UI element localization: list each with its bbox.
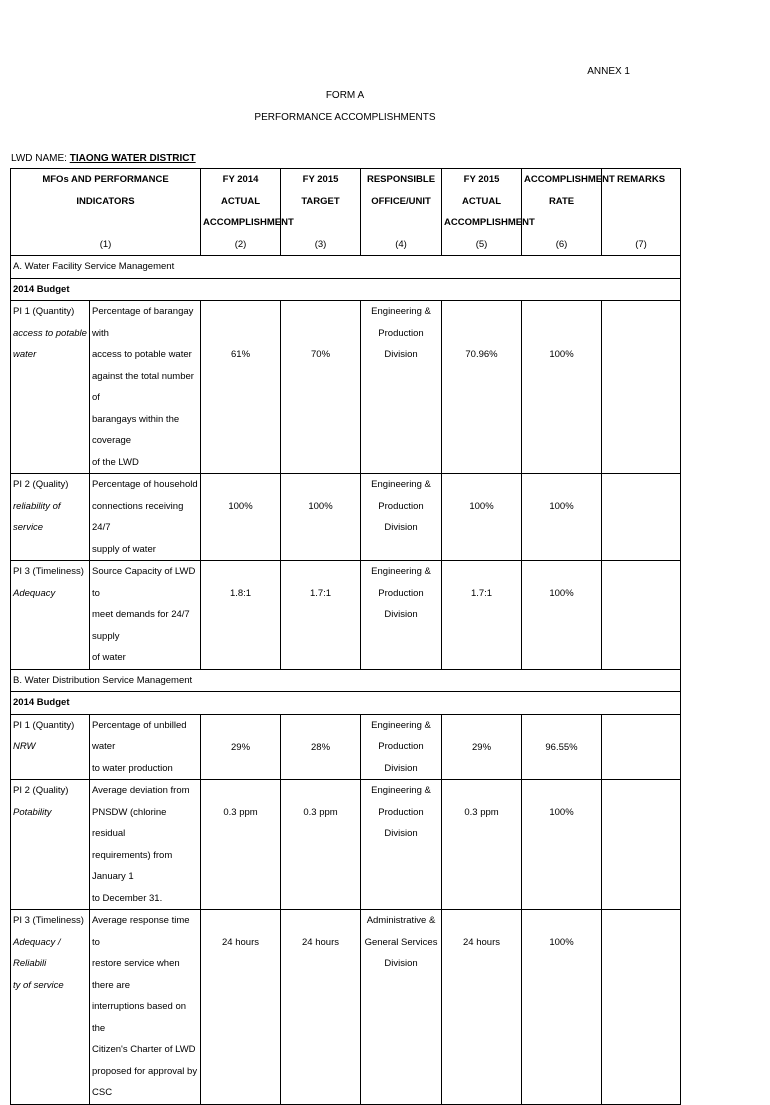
remarks-value-cell [602,301,681,474]
office-cell [361,474,442,561]
description-line: barangays within the coverage [92,413,180,446]
pi-line: reliability of [13,500,61,512]
remarks-value-cell [602,474,681,561]
column-number: (5) [442,234,522,256]
pi-cell [11,561,90,670]
remarks-value [604,561,678,583]
pi-line: access to potable [13,327,87,339]
office-line: Production Division [378,587,424,620]
column-number-row [11,234,681,256]
description-line: Percentage of unbilled water [92,719,187,752]
header-rate-line1: ACCOMPLISHMENT [524,174,615,185]
office-cell [361,910,442,1105]
description-line: Percentage of household [92,479,198,490]
pi-cell [11,780,90,910]
description-line: of the LWD [92,456,139,468]
column-number: (1) [11,234,201,256]
office-cell [361,561,442,670]
pi-cell [11,714,90,780]
pi-line: service [13,522,44,533]
description-line: Average deviation from [92,785,190,796]
fy2015-actual-value: 1.7:1 [470,588,493,599]
remarks-value [604,474,678,496]
description-line: Percentage of barangay with [92,306,194,339]
office-line: Administrative & [366,915,436,926]
fy2015-target-value: 100% [308,501,333,512]
fy2014-value: 61% [231,349,251,360]
fy2015-target-value-cell [281,780,361,910]
pi-line: PI 2 (Quality) [13,479,69,490]
fy2015-target-value-cell [281,910,361,1105]
indicator-description [90,561,201,670]
fy2014-value: 29% [231,741,251,753]
fy2015-actual-value: 70.96% [465,349,498,360]
fy2015-actual-value-cell [442,714,522,780]
accomplishment-rate-value: 100% [549,588,574,599]
form-subtitle: PERFORMANCE ACCOMPLISHMENTS [254,112,436,123]
fy2014-value-cell [201,561,281,670]
accomplishment-rate-value-cell [522,714,602,780]
header-rate-line2: RATE [548,195,575,207]
fy2015-actual-value-cell [442,301,522,474]
budget-row [11,278,681,301]
column-number: (3) [281,234,361,256]
indicator-description [90,910,201,1105]
office-line: Production Division [378,327,424,360]
fy2014-value-cell [201,474,281,561]
fy2015-actual-value: 24 hours [463,937,500,948]
office-line: Engineering & [371,785,431,796]
form-title: FORM A [325,90,365,101]
fy2014-value-cell [201,301,281,474]
description-line: interruptions based on the [92,1001,187,1034]
office-cell [361,780,442,910]
description-line: PNSDW (chlorine residual [92,806,167,839]
table-row [11,714,681,780]
pi-line: Potability [13,806,52,818]
lwd-name-label: LWD NAME: [11,153,67,164]
description-line: requirements) from January 1 [92,849,173,882]
accomplishment-rate-value: 100% [549,807,574,818]
column-number: (4) [361,234,442,256]
indicator-description [90,714,201,780]
fy2015-target-value: 24 hours [302,937,339,948]
fy2015-actual-value: 29% [472,741,492,753]
remarks-value [604,301,678,344]
fy2015-target-value: 28% [311,741,331,753]
office-line: Engineering & [371,719,431,731]
description-line: connections receiving 24/7 [92,500,184,533]
section-title-row [11,256,681,279]
table-row [11,474,681,561]
table-header-row [11,169,681,234]
budget-label: 2014 Budget [11,278,681,301]
description-line: Source Capacity of LWD to [92,566,196,599]
description-line: against the total number of [92,370,194,403]
remarks-value-cell [602,561,681,670]
office-line: Engineering & [371,479,431,490]
office-line: Engineering & [371,306,431,317]
fy2015-target-value-cell [281,714,361,780]
pi-line: PI 3 (Timeliness) [13,566,84,577]
office-line: Division [384,958,418,969]
indicator-description [90,474,201,561]
office-cell [361,714,442,780]
fy2015-actual-value: 100% [469,501,494,512]
indicator-description [90,780,201,910]
description-line: to water production [92,762,173,774]
description-line: Average response time to [92,915,190,948]
fy2015-actual-value: 0.3 ppm [464,807,499,818]
remarks-value [604,715,678,737]
description-line: meet demands for 24/7 supply [92,609,190,642]
lwd-name-value: TIAONG WATER DISTRICT [69,153,196,164]
accomplishment-rate-value-cell [522,561,602,670]
header-fy2015-line1: FY 2015 ACTUAL [461,174,502,207]
fy2014-value-cell [201,910,281,1105]
fy2015-target-value: 70% [311,349,331,360]
fy2015-actual-value-cell [442,780,522,910]
header-fy2014-line2: ACCOMPLISHMENT [203,217,294,228]
accomplishment-rate-value: 100% [549,349,574,360]
pi-line: PI 1 (Quantity) [13,719,75,731]
pi-cell [11,474,90,561]
description-line: to December 31. [92,892,163,904]
budget-label: 2014 Budget [11,692,681,715]
office-line: Production Division [378,500,424,533]
description-line: Citizen's Charter of LWD [92,1044,196,1055]
pi-line: water [13,349,37,360]
fy2015-actual-value-cell [442,474,522,561]
table-row [11,910,681,1105]
header-office [361,169,442,234]
fy2015-target-value-cell [281,474,361,561]
accomplishment-rate-value-cell [522,910,602,1105]
description-line: supply of water [92,543,156,555]
fy2014-value: 0.3 ppm [223,807,258,818]
office-line: Engineering & [371,566,431,577]
fy2015-target-value-cell [281,301,361,474]
fy2015-target-value-cell [281,561,361,670]
table-row [11,301,681,474]
fy2015-target-value: 1.7:1 [309,588,332,599]
lwd-name-line [11,153,196,164]
column-number: (7) [602,234,681,256]
remarks-value-cell [602,910,681,1105]
remarks-value-cell [602,714,681,780]
description-line: of water [92,652,126,663]
pi-line: PI 3 (Timeliness) [13,915,84,926]
section-title: B. Water Distribution Service Management [11,669,681,692]
fy2014-value: 24 hours [222,937,259,948]
fy2014-value-cell [201,714,281,780]
section-title-row [11,669,681,692]
description-line: restore service when there are [92,958,180,991]
accomplishment-rate-value-cell [522,780,602,910]
pi-cell [11,301,90,474]
office-line: Production Division [378,806,424,839]
table-row [11,780,681,910]
header-fy2014 [201,169,294,234]
pi-line: NRW [13,741,36,752]
accomplishment-rate-value-cell [522,301,602,474]
fy2015-actual-value-cell [442,561,522,670]
remarks-value [604,780,678,802]
header-fy2015-actual [442,169,535,234]
annex-label: ANNEX 1 [587,66,630,77]
accomplishment-rate-value: 100% [549,937,574,948]
fy2014-value: 1.8:1 [229,588,252,599]
fy2015-actual-value-cell [442,910,522,1105]
header-fy2015-line2: ACCOMPLISHMENT [444,217,535,228]
column-number: (6) [522,234,602,256]
pi-line: ty of service [13,979,64,991]
budget-row [11,692,681,715]
indicator-description [90,301,201,474]
pi-line: PI 1 (Quantity) [13,306,75,317]
pi-cell [11,910,90,1105]
pi-line: Adequacy [13,587,56,599]
header-office-line2: OFFICE/UNIT [371,195,431,207]
description-line: proposed for approval by CSC [92,1065,198,1098]
header-mfo: MFOs AND PERFORMANCE INDICATORS [11,169,201,234]
remarks-value-cell [602,780,681,910]
table-row [11,561,681,670]
description-line: access to potable water [92,349,192,360]
office-line: General Services [364,936,438,948]
header-fy2015-target: FY 2015 TARGET [281,169,361,234]
pi-line: Adequacy / Reliabili [13,936,61,969]
accomplishment-rate-value: 96.55% [545,741,578,753]
header-office-line1: RESPONSIBLE [366,174,436,185]
office-line: Production Division [378,741,424,774]
header-remarks: REMARKS [602,169,681,234]
fy2014-value-cell [201,780,281,910]
fy2014-value: 100% [228,501,253,512]
remarks-value [604,910,678,932]
office-cell [361,301,442,474]
accomplishment-rate-value: 100% [549,501,574,512]
accomplishment-rate-value-cell [522,474,602,561]
header-fy2014-line1: FY 2014 ACTUAL [220,174,261,207]
pi-line: PI 2 (Quality) [13,785,69,796]
fy2015-target-value: 0.3 ppm [303,807,338,818]
performance-table [10,168,681,1105]
column-number: (2) [201,234,281,256]
section-title: A. Water Facility Service Management [11,256,681,279]
